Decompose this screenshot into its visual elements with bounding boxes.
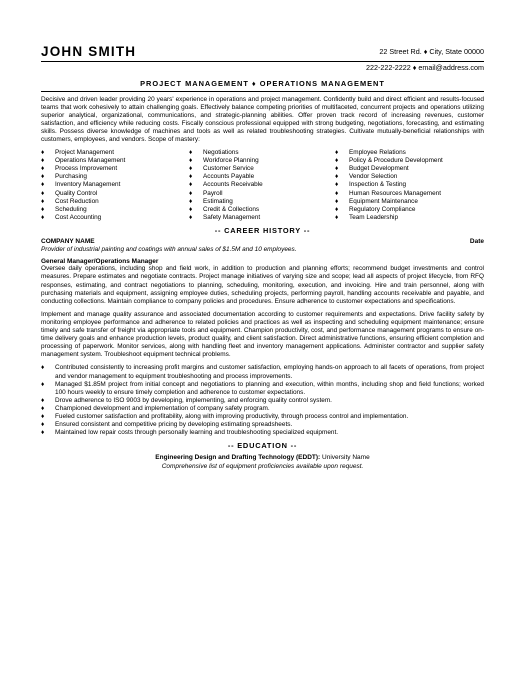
skill-item: ♦ Inspection & Testing [335,181,475,189]
skill-item: ♦ Cost Accounting [41,214,189,222]
skill-item: ♦ Process Improvement [41,165,189,173]
contact-line: 222-222-2222 ♦ email@address.com [365,63,484,72]
employment-date: Date [469,238,484,246]
skill-item: ♦ Project Management [41,149,189,157]
skill-item: ♦ Estimating [189,198,335,206]
profile-headline: PROJECT MANAGEMENT ♦ OPERATIONS MANAGEMENT [140,79,385,88]
skill-item: ♦ Cost Reduction [41,198,189,206]
resume-page [41,44,484,471]
skill-item: ♦ Policy & Procedure Development [335,157,475,165]
skill-item: ♦ Employee Relations [335,149,475,157]
job-description-1: Oversee daily operations, including shop and field work, in addition to production and planning efforts; recommend budget investments and control measures. Prepare estimates and negotiate contracts. Project manage initiatives of varying size and scope; lead all aspects of project lifecycle, from RFQ responses, estimating, and contract negotiations to planning, scheduling, monitoring, execution, and invoicing. Hire and train personnel, along with purchasing materials and equipment, assigning employee duties, scheduling projects, performing payroll, handling accounts receivable and payable, and conducting collections. Maintain compliance to company policies and procedures. Ensure adherence to customer expectations and specifications. [41,265,484,305]
skill-item: ♦ Regulatory Compliance [335,206,475,214]
header-divider [41,61,484,62]
skill-item: ♦ Credit & Collections [189,206,335,214]
company-description: Provider of industrial painting and coatings with annual sales of $1.5M and 10 employees. [41,246,297,254]
skill-item: ♦ Purchasing [41,173,189,181]
skills-column-1 [41,149,189,223]
company-row [41,238,484,246]
skill-item: ♦ Budget Development [335,165,475,173]
skill-item: ♦ Negotiations [189,149,335,157]
skill-item: ♦ Accounts Receivable [189,181,335,189]
education-note: Comprehensive list of equipment proficiencies available upon request. [161,463,364,471]
skill-item: ♦ Quality Control [41,190,189,198]
skill-item: ♦ Payroll [189,190,335,198]
achievement-item: ♦ Fueled customer satisfaction and profitability, along with improving productivity, through process control and implementation. [41,413,484,421]
achievement-item: ♦ Championed development and implementation of company safety program. [41,405,484,413]
skill-item: ♦ Team Leadership [335,214,475,222]
education-heading: -- EDUCATION -- [227,441,298,451]
achievement-item: ♦ Drove adherence to ISO 9003 by developing, implementing, and enforcing quality control system. [41,397,484,405]
skill-item: ♦ Inventory Management [41,181,189,189]
skill-item: ♦ Vendor Selection [335,173,475,181]
resume-header [41,44,484,74]
skills-column-3 [335,149,475,223]
skill-item: ♦ Accounts Payable [189,173,335,181]
headline-divider [41,91,484,92]
career-history-heading: -- CAREER HISTORY -- [214,226,311,236]
skills-column-2 [189,149,335,223]
summary-paragraph: Decisive and driven leader providing 20 years' experience in operations and project management. Confidently build and direct efficient and results-focused teams that work cohesively to attain challenging goals. Effectively balance competing priorities of multifaceted, concurrent projects and operations utilizing superior analytical, organizational, communications, and strategic-planning abilities. Offer proven track record of increasing revenues, customer satisfaction, and efficiency while reducing costs. Fiscally conscious professional equipped with strong budgeting, negotiations, forecasting, and estimating skills. Possess diverse knowledge of machines and tools as well as related troubleshooting strategies. Cultivate mutually-beneficial relationships with customers, employees, and vendors. Scope of mastery: [41,96,484,144]
education-entry [41,453,484,462]
achievement-item: ♦ Ensured consistent and competitive pricing by developing estimating spreadsheets. [41,421,484,429]
job-description-2: Implement and manage quality assurance and associated documentation according to customer requirements and expectations. Drive facility safety by monitoring employee performance and adherence to related policies and practices as well as inspecting and scheduling equipment maintenance; ensure timely and safe transfer of freight via appropriate tools and equipment. Champion productivity, cost, and performance management programs to ensure on-time delivery goals and enhance production levels, product quality, and client satisfaction. Direct administrative functions, ensuring efficient completion and processing of paperwork. Monitor services, along with handling fleet and inventory management applications. Administer contractor and supplier safety management system. Troubleshoot equipment technical problems. [41,310,484,359]
skill-item: ♦ Equipment Maintenance [335,198,475,206]
achievements-list [41,364,484,437]
degree-name: Engineering Design and Drafting Technology (EDDT): [155,454,321,462]
achievement-item: ♦ Contributed consistently to increasing profit margins and customer satisfaction, employing hands-on approach to all facets of operations, from project and vendor management to equipment troubleshooting and process improvements. [41,364,484,380]
skill-item: ♦ Human Resources Management [335,190,475,198]
skill-item: ♦ Customer Service [189,165,335,173]
address-line: 22 Street Rd. ♦ City, State 00000 [379,47,484,56]
skill-item: ♦ Scheduling [41,206,189,214]
skill-item: ♦ Workforce Planning [189,157,335,165]
achievement-item: ♦ Managed $1.85M project from initial concept and negotiations to planning and execution, within months, including shop and field functions; worked 100 hours weekly to ensure timely completion and adherence to customer expectations. [41,381,484,397]
job-title: General Manager/Operations Manager [41,258,159,266]
company-name: COMPANY NAME [41,238,95,246]
achievement-item: ♦ Maintained low repair costs through personally learning and troubleshooting specialized equipment. [41,429,484,437]
school-name: University Name [320,454,370,462]
skill-item: ♦ Operations Management [41,157,189,165]
skills-grid [41,149,484,223]
skill-item: ♦ Safety Management [189,214,335,222]
candidate-name: JOHN SMITH [41,44,137,59]
